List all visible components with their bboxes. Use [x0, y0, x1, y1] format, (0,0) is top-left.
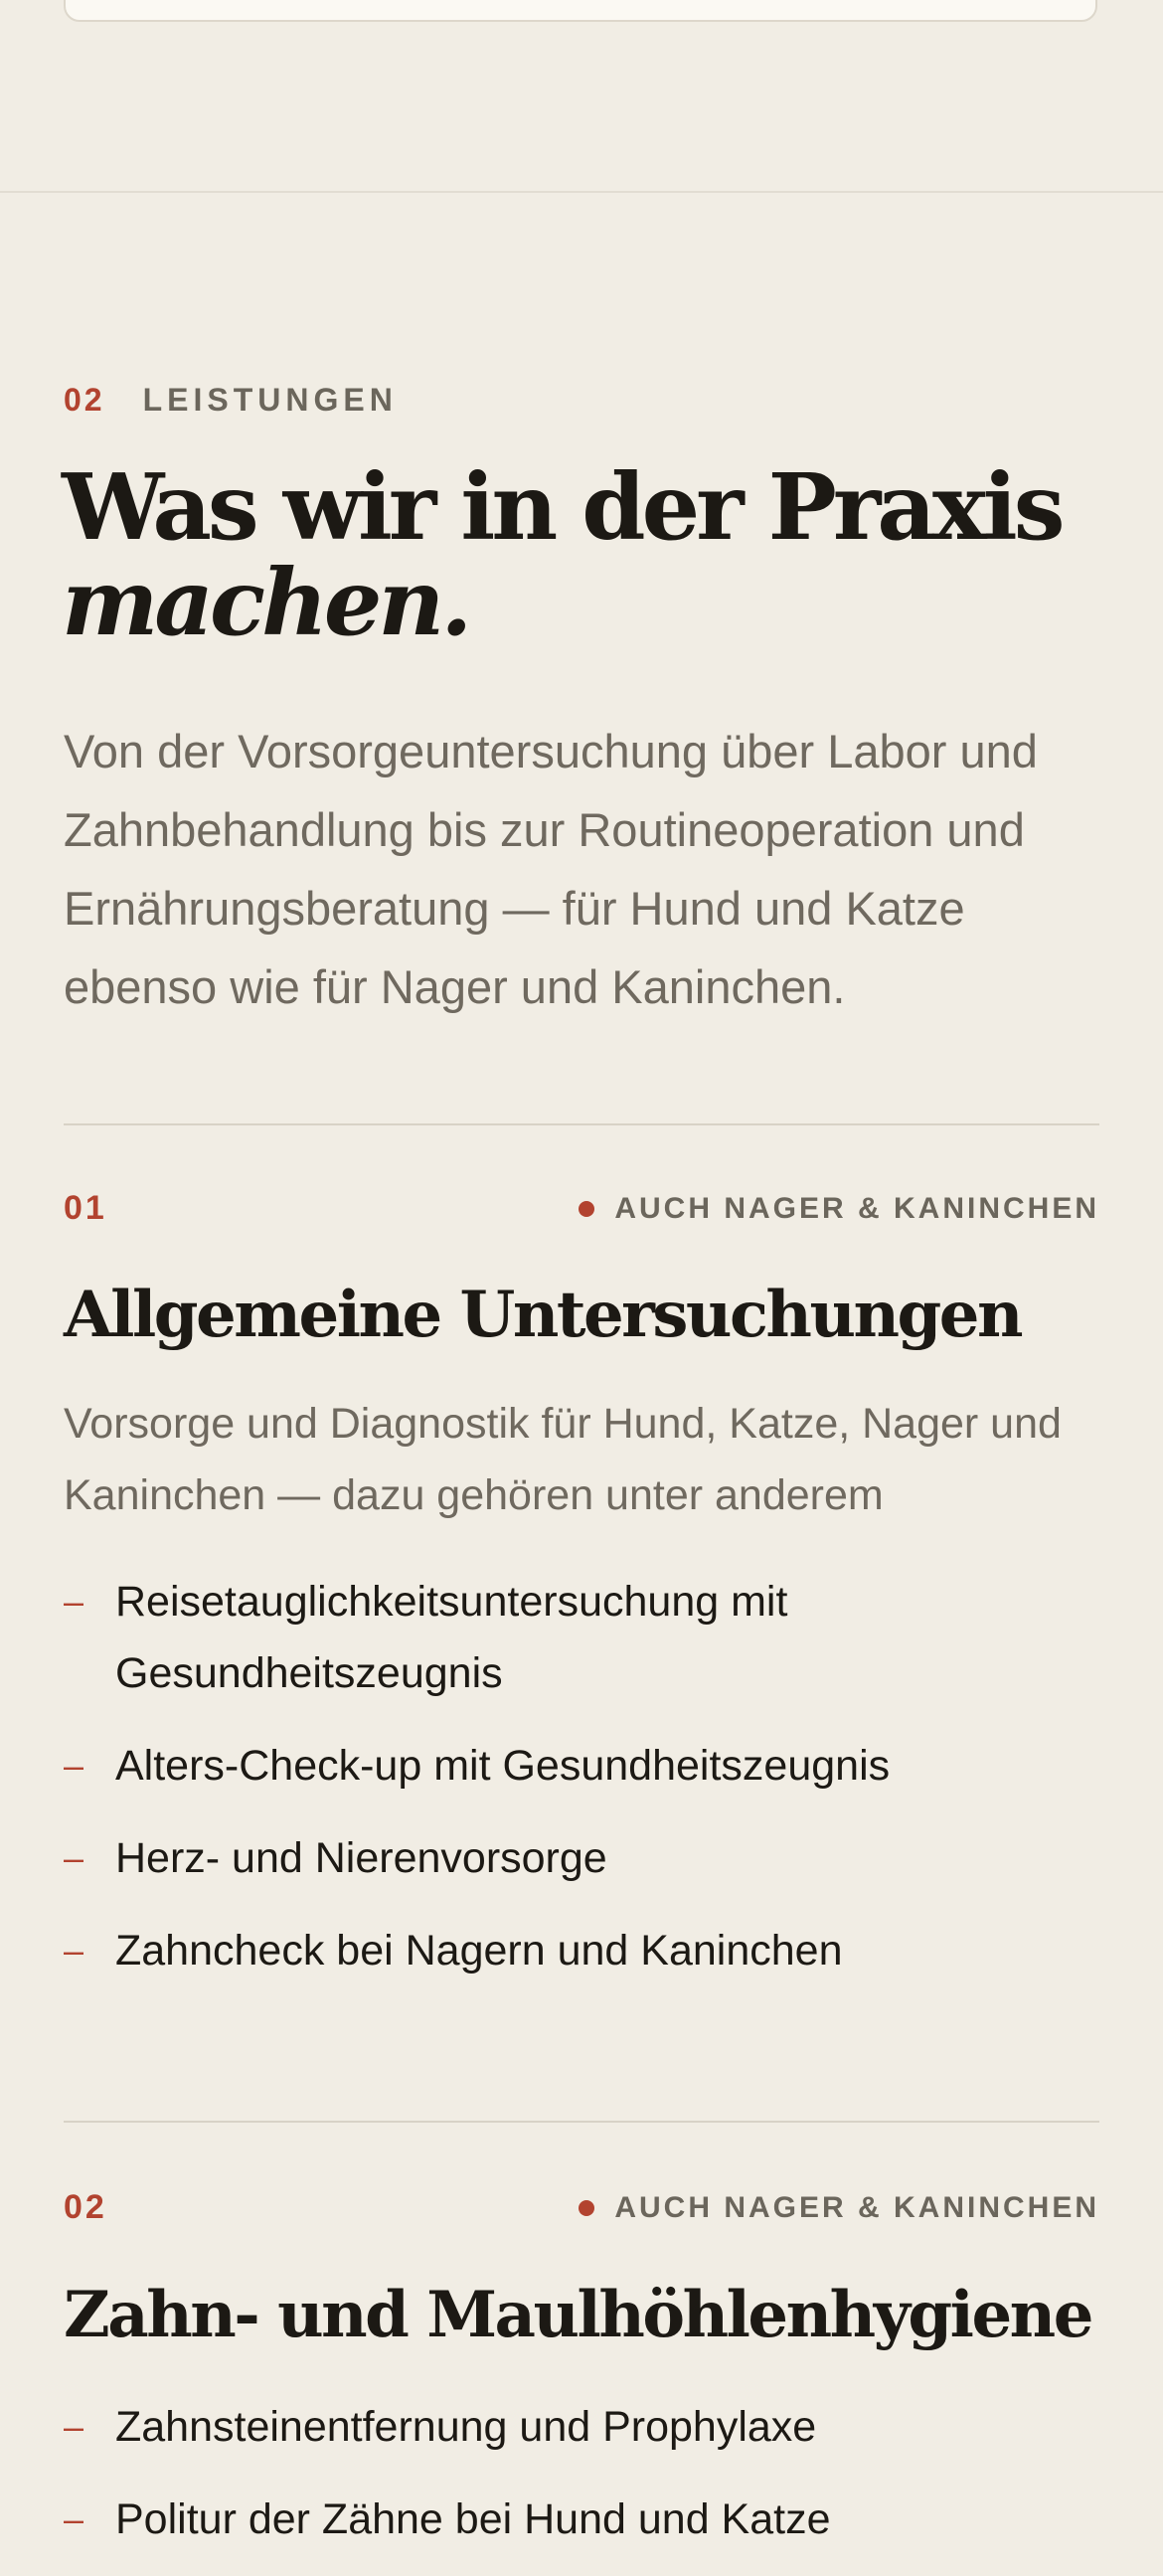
service-tag	[579, 2191, 1099, 2225]
service-description: Vorsorge und Diagnostik für Hund, Katze, Nager und Kaninchen — dazu gehören unter anderem	[64, 1400, 1062, 1519]
section-number: 02	[64, 382, 105, 418]
list-item: – Alters-Check-up mit Gesundheitszeugnis	[64, 1730, 1107, 1802]
headline-main: Was wir in der Praxis	[62, 453, 1062, 561]
section-headline	[62, 453, 1115, 656]
dash-icon: –	[64, 1837, 84, 1878]
dash-icon: –	[64, 2406, 84, 2447]
list-item: – Politur der Zähne bei Hund und Katze	[64, 2484, 1107, 2555]
service-header	[64, 2188, 1099, 2227]
dash-icon: –	[64, 1930, 84, 1971]
list-item: – Zahncheck bei Nagern und Kaninchen	[64, 1915, 1107, 1986]
service-tag-label: AUCH NAGER & KANINCHEN	[614, 1191, 1099, 1225]
service-divider	[64, 2121, 1099, 2123]
service-list	[64, 1566, 1107, 2007]
tag-dot-icon	[579, 1201, 594, 1217]
tag-dot-icon	[579, 2200, 594, 2216]
section-intro: Von der Vorsorgeuntersuchung über Labor und Zahnbehandlung bis zur Routineoperation und Ernährungsberatung — für Hund und Katze ebenso wie für Nager und Kaninchen.	[64, 725, 1038, 1013]
service-tag-label: AUCH NAGER & KANINCHEN	[614, 2190, 1099, 2224]
section-label: LEISTUNGEN	[142, 382, 398, 418]
service-header	[64, 1189, 1099, 1228]
list-item: – Herz- und Nierenvorsorge	[64, 1822, 1107, 1894]
list-item: – Reisetauglichkeitsuntersuchung mit Gesundheitszeugnis	[64, 1566, 1107, 1709]
service-list	[64, 2391, 1107, 2576]
dash-icon: –	[64, 2498, 84, 2539]
service-number: 01	[64, 1189, 107, 1227]
service-tag	[579, 1192, 1099, 1226]
section-eyebrow	[64, 382, 398, 419]
service-divider	[64, 1123, 1099, 1125]
previous-section-card	[64, 0, 1097, 22]
dash-icon: –	[64, 1745, 84, 1786]
section-divider	[0, 191, 1163, 193]
headline-italic: machen.	[62, 549, 469, 656]
service-title: Allgemeine Untersuchungen	[64, 1278, 1021, 1352]
list-item: – Zahnsteinentfernung und Prophylaxe	[64, 2391, 1107, 2463]
service-number: 02	[64, 2188, 107, 2226]
service-title: Zahn- und Maulhöhlenhygiene	[64, 2278, 1091, 2352]
dash-icon: –	[64, 1581, 84, 1622]
